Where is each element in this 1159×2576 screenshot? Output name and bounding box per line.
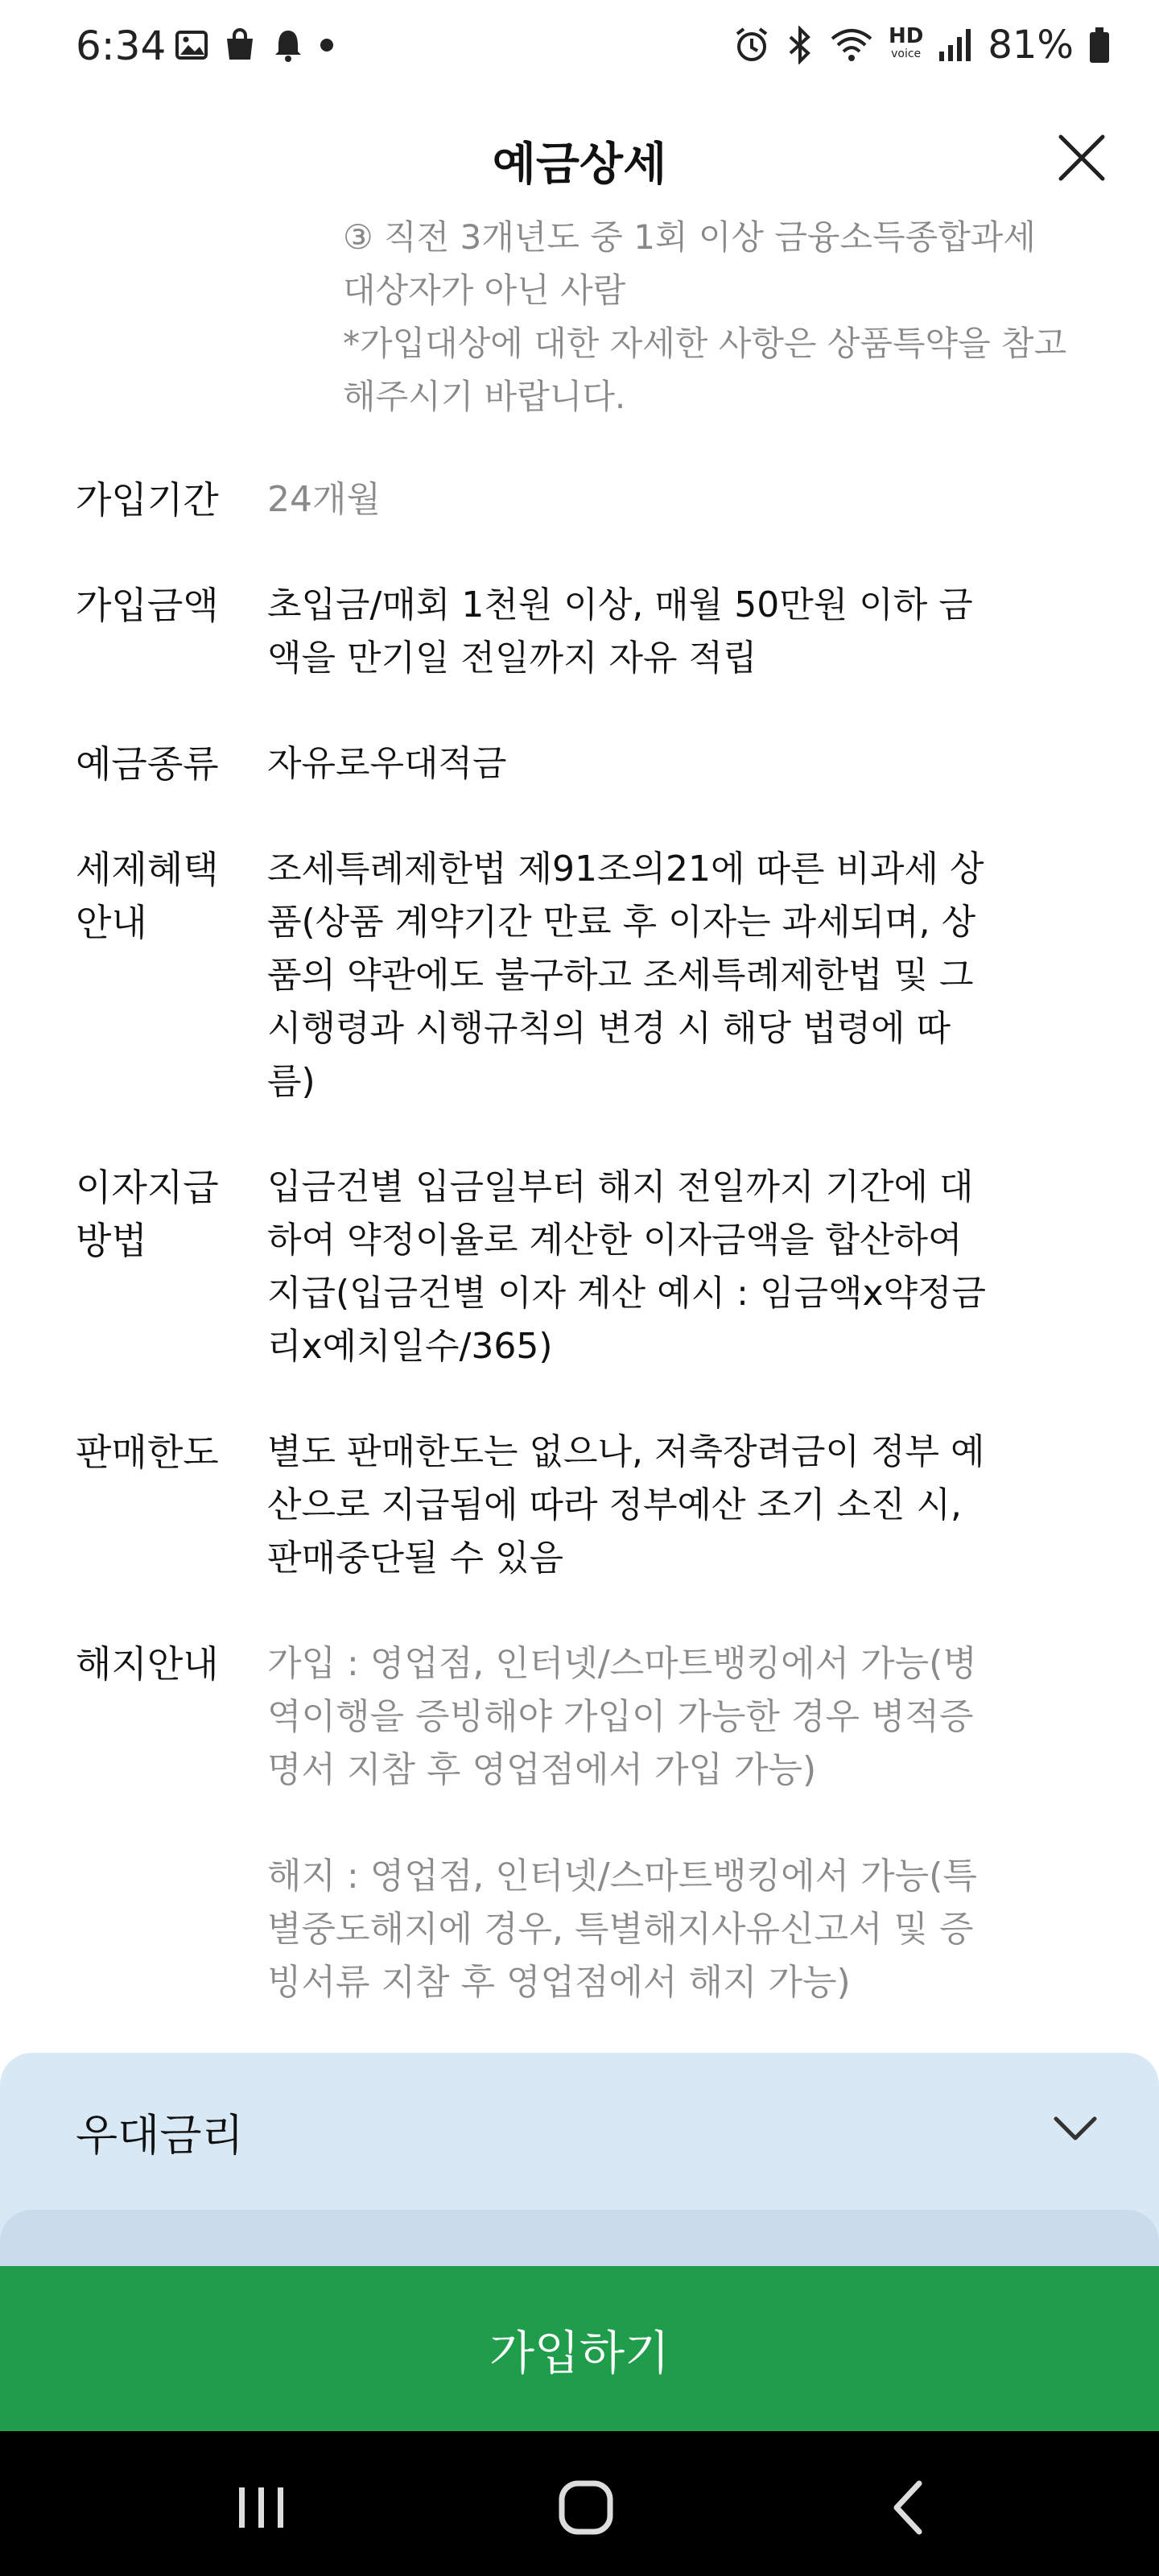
row-label: 판매한도 [76,1430,219,1474]
row-label: 해지안내 [76,1642,219,1686]
row-tax-benefit [0,843,1159,1108]
hd-voice-icon [888,24,924,63]
row-interest-payment [0,1161,1159,1373]
row-label-line: 세제혜택 [76,848,219,891]
detail-content[interactable] [0,216,1159,2051]
shopping-bag-icon [222,27,258,63]
status-time: 6:34 [76,23,167,69]
bluetooth-icon [786,26,815,64]
battery-percent: 81% [988,23,1074,68]
chevron-down-icon [1050,2109,1101,2148]
row-label [0,843,267,1108]
detail-rows [0,473,1159,2051]
system-icons [732,23,1111,68]
row-value: 별도 판매한도는 없으나, 저축장려금이 정부 예산으로 지급됨에 따라 정부예산 조기 소진 시, 판매중단될 수 있음 [267,1431,985,1579]
row-value: 조세특례제한법 제91조의21에 따른 비과세 상품(상품 계약기간 만료 후 이자는 과세되며, 상품의 약관에도 불구하고 조세특례제한법 및 그 시행령과 시행규칙의 변경 시 해당 법령에 따름) [267,848,984,1102]
status-bar [0,0,1159,97]
hd-label: HD [888,24,924,48]
close-button[interactable] [1043,119,1120,196]
row-type [0,737,1159,791]
row-value: 초입금/매회 1천원 이상, 매월 50만원 이하 금액을 만기일 전일까지 자유 적립 [267,584,973,679]
close-icon [1043,119,1120,196]
cancel-join-text: 가입 : 영업점, 인터넷/스마트뱅킹에서 가능(병역이행을 증빙해야 가입이 가능한 경우 병적증명서 지참 후 영업점에서 가입 가능) [267,1643,977,1790]
row-label-line: 방법 [76,1219,147,1262]
system-nav-bar [0,2431,1159,2576]
bell-icon [272,27,304,63]
row-value: 자유로우대적금 [267,743,507,784]
recent-apps-button[interactable] [221,2471,302,2544]
preferential-rate-content [0,2210,1159,2266]
row-sales-limit [0,1426,1159,1585]
eligibility-text [343,216,1083,423]
alarm-icon [732,26,771,64]
page-title: 예금상세 [492,138,667,191]
eligibility-line: *가입대상에 대한 자세한 사항은 상품특약을 참고 [343,324,1067,363]
eligibility-line: ③ 직전 3개년도 중 1회 이상 금융소득종합과세 [343,217,1036,257]
row-value: 입금건별 입금일부터 해지 전일까지 기간에 대하여 약정이율로 계산한 이자금액을 합산하여 지급(입금건별 이자 계산 예시 : 임금액x약정금리x예치일수/365) [267,1166,987,1367]
cancel-terminate-text: 해지 : 영업점, 인터넷/스마트뱅킹에서 가능(특별중도해지에 경우, 특별해지사유신고서 및 증빙서류 지참 후 영업점에서 해지 가능) [267,1856,977,2003]
preferential-rate-title: 우대금리 [76,2110,244,2161]
eligibility-line: 대상자가 아닌 사람 [343,270,626,310]
eligibility-line: 해주시기 바랍니다. [343,377,626,416]
row-label-line: 안내 [76,901,147,944]
back-icon [869,2471,950,2544]
image-icon [175,29,208,61]
row-cancellation [0,1637,1159,2009]
row-period [0,473,1159,526]
row-value: 24개월 [267,479,381,520]
join-button[interactable]: 가입하기 [0,2266,1159,2431]
row-label: 예금종류 [76,742,219,786]
preferential-rate-panel[interactable] [0,2053,1159,2266]
dot-icon [319,37,335,53]
row-value [267,1637,992,2009]
expand-button[interactable] [1050,2109,1101,2148]
home-button[interactable] [546,2471,626,2544]
battery-icon [1088,26,1111,64]
row-amount [0,579,1159,685]
home-icon [546,2471,626,2544]
row-label: 가입기간 [76,478,219,522]
hd-sub-label: voice [891,47,922,60]
recent-apps-icon [221,2471,302,2544]
signal-icon [938,27,973,63]
wifi-icon [829,26,874,64]
header [0,97,1159,216]
back-button[interactable] [869,2471,950,2544]
row-label [0,1161,267,1373]
row-label-line: 이자지급 [76,1166,219,1209]
row-label: 가입금액 [76,584,219,627]
notification-icons [175,27,335,63]
